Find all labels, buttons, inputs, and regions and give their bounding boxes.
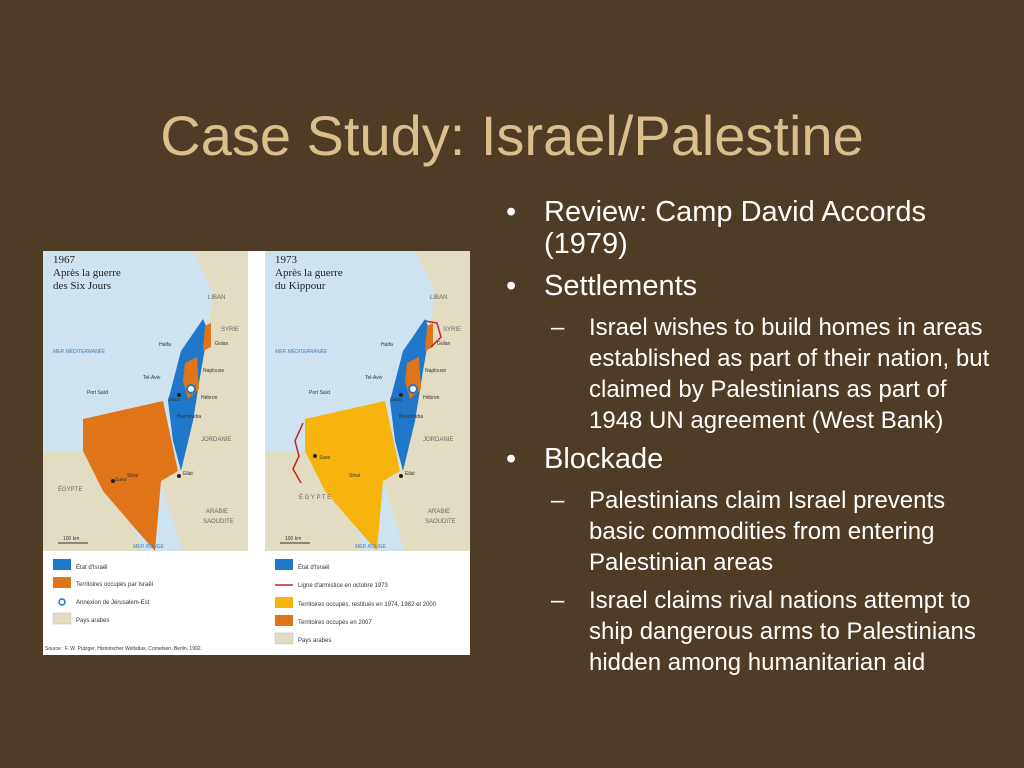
map-title-line: Après la guerre [53, 267, 121, 279]
sub-bullet-text: Israel claims rival nations attempt to ship dangerous arms to Palestinians hidden among humanitarian aid [589, 587, 976, 676]
legend-swatch-occupied [275, 615, 293, 626]
suez-dot [313, 454, 317, 458]
legend-swatch-occupied [53, 577, 71, 588]
label-naplouse: Naplouse [425, 368, 447, 374]
jerusalem-marker [409, 385, 417, 393]
bullet-text: Review: Camp David Accords (1979) [544, 196, 926, 260]
label-sea: MER MÉDITERRANÉE [275, 349, 328, 355]
bullet-text: Settlements [544, 270, 698, 302]
bullet-camp-david [506, 196, 1006, 260]
label-saoudite: SAOUDITE [203, 519, 234, 525]
legend-swatch-arab [53, 613, 71, 624]
label-arabie: ARABIE [428, 509, 451, 515]
legend-swatch-jerusalem [59, 599, 65, 605]
label-suez: Suez [319, 455, 331, 461]
label-naplouse: Naplouse [203, 368, 225, 374]
label-port-said: Port Saïd [309, 390, 330, 396]
label-sinai: Sinaï [127, 473, 139, 479]
label-golan: Golan [437, 341, 451, 347]
label-hebron: Hébron [423, 395, 440, 401]
label-liban: LIBAN [208, 295, 226, 301]
label-gaza: Gaza [390, 397, 402, 403]
legend-swatch-restituted [275, 597, 293, 608]
sub-bullet-text: Palestinians claim Israel prevents basic commodities from entering Palestinian areas [589, 487, 946, 576]
legend-jerusalem: Annexion de Jérusalem-Est [76, 600, 150, 606]
bullet-marker: • [506, 270, 517, 302]
label-tel-aviv: Tel-Aviv [143, 375, 161, 381]
jerusalem-marker [187, 385, 195, 393]
legend-arab: Pays arabes [298, 638, 332, 644]
label-syrie: SYRIE [221, 327, 240, 333]
legend-occupied: Territoires occupés en 2007 [298, 620, 372, 626]
label-arabie: ARABIE [206, 509, 229, 515]
bullet-blockade [506, 443, 1006, 475]
map-source: Source : F. W. Putzger, Historischer Weltatlas, Cornelsen, Berlin, 1992. [45, 646, 202, 652]
map-title-line: 1967 [53, 254, 75, 266]
legend-swatch-arab [275, 633, 293, 644]
map-title-line: des Six Jours [53, 280, 112, 292]
label-syrie: SYRIE [443, 327, 462, 333]
label-scale: 100 km [285, 536, 302, 542]
label-sea: MER MÉDITERRANÉE [53, 349, 106, 355]
label-gaza: Gaza [168, 397, 180, 403]
legend-swatch-israel [275, 559, 293, 570]
legend-occupied: Territoires occupés par Israël [76, 582, 154, 588]
legend-arab: Pays arabes [76, 618, 110, 624]
bullet-marker: • [506, 196, 517, 228]
label-eilat: Eilat [405, 471, 415, 477]
map-1973 [265, 251, 470, 644]
label-red-sea: MER ROUGE [355, 544, 386, 550]
label-haifa: Haïfa [159, 342, 171, 348]
label-egypte: ÉGYPTE [58, 487, 83, 493]
label-beersheba: Beersheba [177, 414, 202, 420]
bullet-text: Blockade [544, 443, 664, 475]
sub-bullet-text: Israel wishes to build homes in areas established as part of their nation, but claimed by Palestinians as part of 1948 UN agreement (West Bank) [589, 314, 990, 434]
label-eilat: Eilat [183, 471, 193, 477]
label-golan: Golan [215, 341, 229, 347]
label-scale: 100 km [63, 536, 80, 542]
label-tel-aviv: Tel-Aviv [365, 375, 383, 381]
map-title-line: 1973 [275, 254, 297, 266]
label-sinai: Sinaï [349, 473, 361, 479]
label-hebron: Hébron [201, 395, 218, 401]
label-liban: LIBAN [430, 295, 448, 301]
bullet-marker: • [506, 443, 517, 475]
sub-bullet-marker: – [551, 487, 565, 514]
label-haifa: Haïfa [381, 342, 393, 348]
eilat-dot [399, 474, 403, 478]
label-suez: Suez [115, 477, 127, 483]
map-title-line: du Kippour [275, 280, 326, 292]
sub-bullet-marker: – [551, 314, 565, 341]
bullet-list [506, 196, 1006, 685]
sub-bullet-israel-claim [551, 585, 1006, 678]
sub-bullet-marker: – [551, 587, 565, 614]
label-beersheba: Beersheba [399, 414, 424, 420]
map-1967 [43, 251, 248, 652]
label-jordanie: JORDANIE [201, 437, 232, 443]
label-saoudite: SAOUDITE [425, 519, 456, 525]
map-figure [43, 251, 470, 655]
bullet-settlements [506, 270, 1006, 302]
map-figure-svg [43, 251, 470, 655]
label-red-sea: MER ROUGE [133, 544, 164, 550]
label-jordanie: JORDANIE [423, 437, 454, 443]
legend-swatch-israel [53, 559, 71, 570]
sub-bullet-palestinian-claim [551, 485, 1006, 578]
legend-israel: État d'Israël [298, 565, 330, 571]
map-title-line: Après la guerre [275, 267, 343, 279]
sub-bullet-settlements [551, 312, 1006, 436]
label-egypte: É G Y P T E [299, 495, 332, 501]
eilat-dot [177, 474, 181, 478]
slide-title: Case Study: Israel/Palestine [160, 104, 864, 167]
legend-restituted: Territoires occupés, restitués en 1974, 1982 et 2000 [298, 602, 437, 608]
legend-armistice: Ligne d'armistice en octobre 1973 [298, 583, 388, 589]
legend-israel: État d'Israël [76, 565, 108, 571]
label-port-said: Port Saïd [87, 390, 108, 396]
